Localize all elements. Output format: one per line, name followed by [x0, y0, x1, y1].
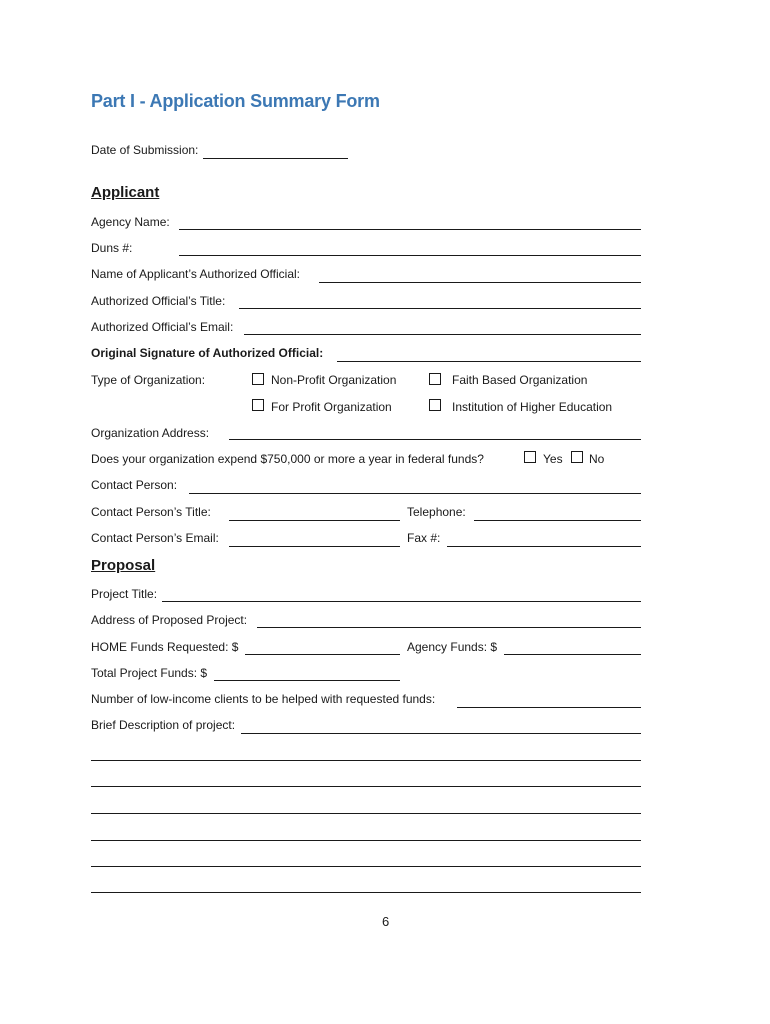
contact-title-field[interactable]	[229, 520, 400, 521]
higher-education-label: Institution of Higher Education	[452, 400, 613, 414]
for-profit-checkbox[interactable]	[252, 399, 264, 411]
project-title-field[interactable]	[162, 601, 641, 602]
authorized-official-name-label: Name of Applicant’s Authorized Official:	[91, 267, 301, 281]
authorized-official-email-label: Authorized Official’s Email:	[91, 320, 234, 334]
agency-funds-label: Agency Funds: $	[407, 640, 498, 654]
agency-funds-field[interactable]	[504, 654, 641, 655]
total-project-funds-label: Total Project Funds: $	[91, 666, 208, 680]
authorized-official-name-field[interactable]	[319, 282, 641, 283]
brief-description-field[interactable]	[241, 733, 641, 734]
non-profit-label: Non-Profit Organization	[271, 373, 397, 387]
date-of-submission-label: Date of Submission:	[91, 143, 199, 157]
contact-email-field[interactable]	[229, 546, 400, 547]
description-line-1[interactable]	[91, 760, 641, 761]
address-of-project-field[interactable]	[257, 627, 641, 628]
fax-label: Fax #:	[407, 531, 441, 545]
telephone-field[interactable]	[474, 520, 641, 521]
federal-funds-question: Does your organization expend $750,000 or more a year in federal funds?	[91, 452, 484, 466]
authorized-official-title-label: Authorized Official’s Title:	[91, 294, 226, 308]
address-of-project-label: Address of Proposed Project:	[91, 613, 248, 627]
authorized-official-title-field[interactable]	[239, 308, 641, 309]
organization-address-field[interactable]	[229, 439, 641, 440]
description-line-5[interactable]	[91, 866, 641, 867]
contact-person-label: Contact Person:	[91, 478, 178, 492]
home-funds-requested-label: HOME Funds Requested: $	[91, 640, 239, 654]
agency-name-field[interactable]	[179, 229, 641, 230]
applicant-heading: Applicant	[91, 184, 160, 201]
non-profit-checkbox[interactable]	[252, 373, 264, 385]
brief-description-label: Brief Description of project:	[91, 718, 236, 732]
description-line-6[interactable]	[91, 892, 641, 893]
organization-type-label: Type of Organization:	[91, 373, 206, 387]
yes-checkbox[interactable]	[524, 451, 536, 463]
fax-field[interactable]	[447, 546, 641, 547]
total-project-funds-field[interactable]	[214, 680, 400, 681]
no-checkbox[interactable]	[571, 451, 583, 463]
page-number: 6	[382, 914, 390, 929]
description-line-3[interactable]	[91, 813, 641, 814]
original-signature-label: Original Signature of Authorized Official:	[91, 346, 324, 360]
original-signature-field[interactable]	[337, 361, 641, 362]
organization-address-label: Organization Address:	[91, 426, 210, 440]
authorized-official-email-field[interactable]	[244, 334, 641, 335]
contact-title-label: Contact Person’s Title:	[91, 505, 211, 519]
no-label: No	[589, 452, 605, 466]
higher-education-checkbox[interactable]	[429, 399, 441, 411]
contact-person-field[interactable]	[189, 493, 641, 494]
duns-label: Duns #:	[91, 241, 133, 255]
telephone-label: Telephone:	[407, 505, 466, 519]
low-income-clients-field[interactable]	[457, 707, 641, 708]
duns-field[interactable]	[179, 255, 641, 256]
faith-based-checkbox[interactable]	[429, 373, 441, 385]
agency-name-label: Agency Name:	[91, 215, 170, 229]
faith-based-label: Faith Based Organization	[452, 373, 588, 387]
description-line-4[interactable]	[91, 840, 641, 841]
home-funds-requested-field[interactable]	[245, 654, 400, 655]
date-of-submission-field[interactable]	[203, 158, 348, 159]
yes-label: Yes	[543, 452, 563, 466]
contact-email-label: Contact Person’s Email:	[91, 531, 219, 545]
form-title: Part I - Application Summary Form	[91, 91, 380, 111]
for-profit-label: For Profit Organization	[271, 400, 392, 414]
project-title-label: Project Title:	[91, 587, 158, 601]
low-income-clients-label: Number of low-income clients to be helped with requested funds:	[91, 692, 436, 706]
proposal-heading: Proposal	[91, 557, 156, 574]
description-line-2[interactable]	[91, 786, 641, 787]
